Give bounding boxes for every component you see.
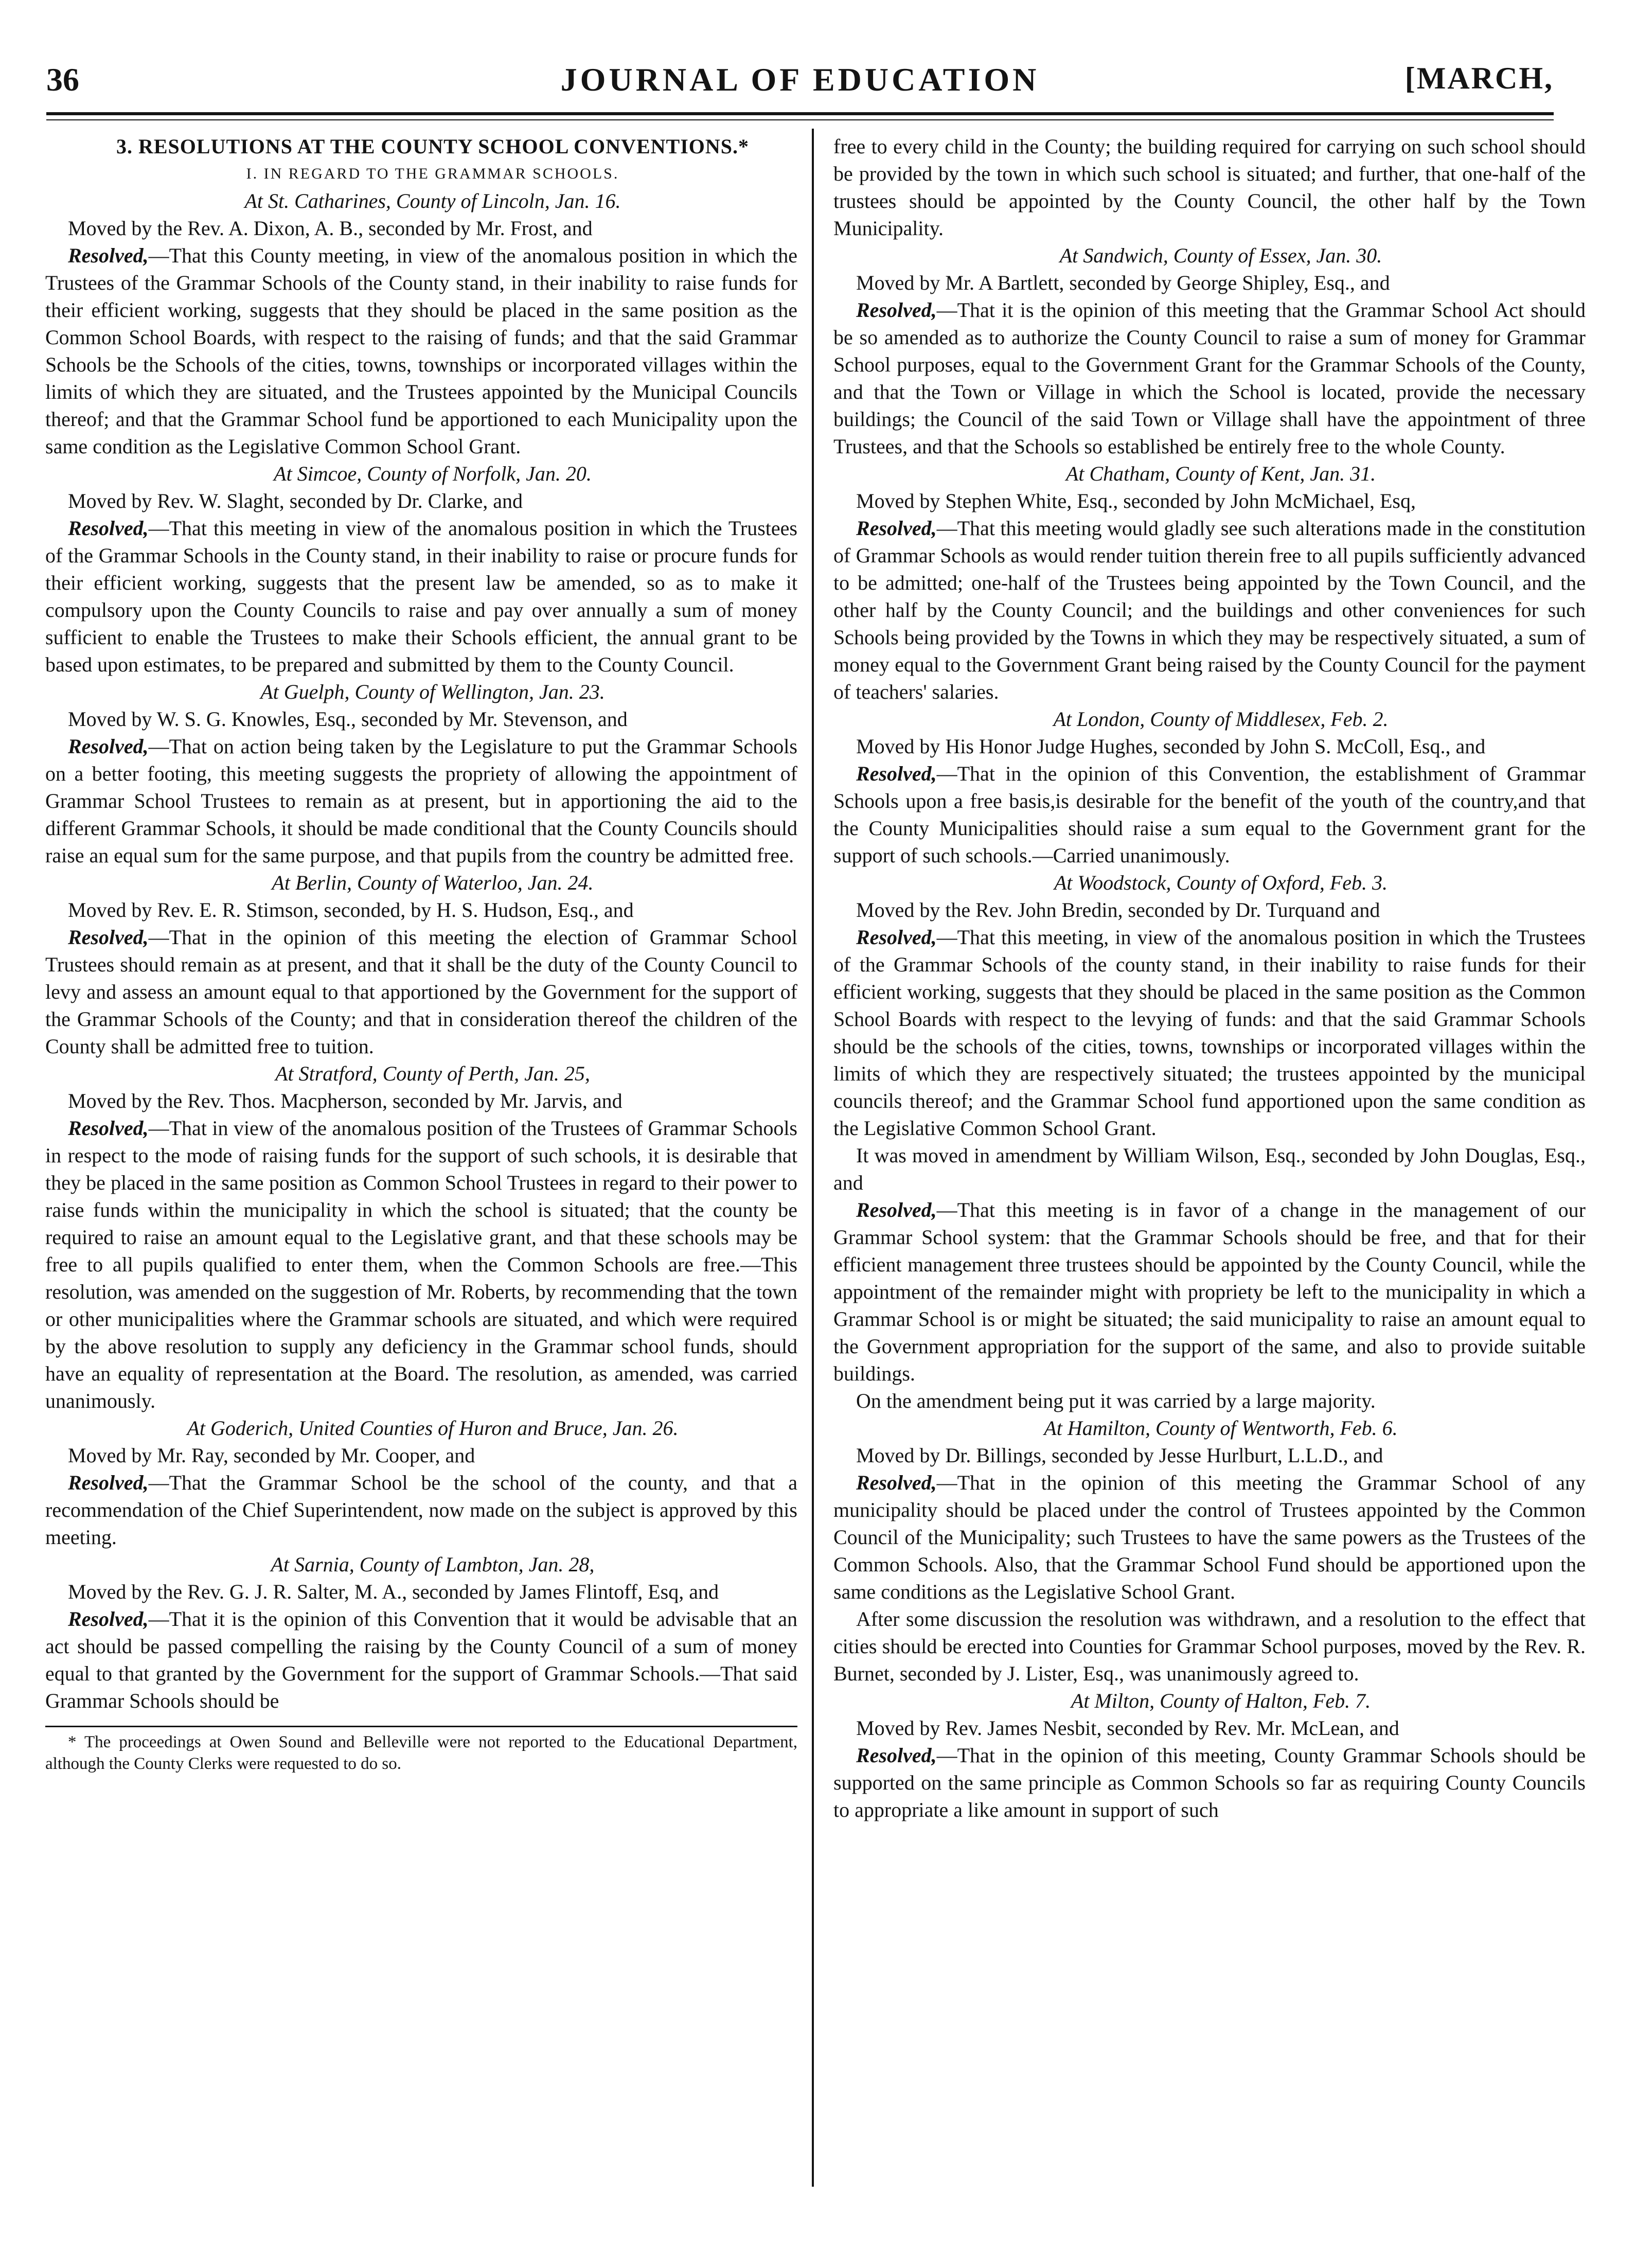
footnote-rule	[45, 1726, 797, 1727]
motion-line: Moved by Rev. E. R. Stimson, seconded, by H. S. Hudson, Esq., and	[68, 898, 634, 922]
resolved-label: Resolved,	[68, 926, 149, 949]
section-subtitle: I. IN REGARD TO THE GRAMMAR SCHOOLS.	[246, 165, 619, 182]
resolution-text: —That it is the opinion of this Convention that it would be advisable that an act should be passed compelling the raising by the County Council of a sum of money equal to that granted by the Government for the support of Grammar Schools.—That said Grammar Schools should be	[45, 1607, 797, 1712]
resolved-label: Resolved,	[856, 1471, 937, 1494]
header-rule-thin	[46, 119, 1554, 120]
motion-line: Moved by the Rev. A. Dixon, A. B., seconded by Mr. Frost, and	[68, 217, 593, 240]
left-column	[45, 133, 797, 1775]
amendment-line: It was moved in amendment by William Wilson, Esq., seconded by John Douglas, Esq., and	[833, 1144, 1586, 1194]
motion-line: Moved by His Honor Judge Hughes, seconded by John S. McColl, Esq., and	[856, 735, 1486, 758]
resolution-text: —That this meeting, in view of the anomalous position in which the Trustees of the Grammar Schools of the county stand, in their inability to raise funds for their efficient working, suggests that they should be placed in the same position as the Common School Boards with respect to the levying of funds: and that the said Grammar Schools should be the schools of the cities, towns, townships or incorporated villages within the limits of which they are respectively situated; the trustees appointed by the municipal councils thereof; and the Grammar School fund apportioned upon the same condition as the Legislative Common School Grant.	[833, 926, 1586, 1140]
resolution-paragraph	[833, 924, 1586, 1142]
resolution-paragraph	[45, 242, 797, 460]
resolution-text: —That this meeting in view of the anomalous position in which the Trustees of the Grammar Schools in the County stand, in their inability to raise or procure funds for their efficient working, suggests that the present law be amended, so as to make it compulsory upon the County Councils to raise and pay over annually a sum of money sufficient to enable the Trustees to make their Schools efficient, the annual grant to be based upon estimates, to be prepared and submitted by them to the County Council.	[45, 517, 797, 676]
resolution-text: —That in the opinion of this Convention, the establishment of Grammar Schools upon a free basis,is desirable for the benefit of the youth of the country,and that the County Municipalities should raise a sum equal to the Government grant for the support of such schools.—Carried unanimously.	[833, 762, 1586, 867]
resolution-text: —That on action being taken by the Legislature to put the Grammar Schools on a better footing, this meeting suggests the propriety of allowing the appointment of Grammar School Trustees to remain as at present, but in apportioning the aid to the different Grammar Schools, it should be made conditional that the County Councils should raise an equal sum for the same purpose, and that pupils from the country be admitted free.	[45, 735, 797, 867]
column-divider	[812, 129, 814, 2187]
resolved-label: Resolved,	[68, 735, 149, 758]
resolved-label: Resolved,	[856, 762, 937, 785]
resolved-label: Resolved,	[856, 298, 937, 322]
right-column	[833, 133, 1586, 1823]
resolved-label: Resolved,	[856, 517, 937, 540]
resolution-paragraph	[833, 515, 1586, 705]
convention-place: At Sandwich, County of Essex, Jan. 30.	[1059, 244, 1382, 267]
resolution-paragraph	[833, 296, 1586, 460]
convention-place: At Stratford, County of Perth, Jan. 25,	[275, 1062, 590, 1085]
motion-line: Moved by Rev. James Nesbit, seconded by Rev. Mr. McLean, and	[856, 1716, 1399, 1740]
motion-line: Moved by the Rev. Thos. Macpherson, seconded by Mr. Jarvis, and	[68, 1089, 623, 1112]
page-number: 36	[46, 61, 79, 98]
resolution-text: —That it is the opinion of this meeting that the Grammar School Act should be so amended as to authorize the County Council to raise a sum of money for Grammar School purposes, equal to the Government Grant for the Grammar Schools of the County, and that the Town or Village in which the School is located, provide the necessary buildings; the Council of the said Town or Village shall have the appointment of three Trustees, and that the Schools so established be entirely free to the whole County.	[833, 298, 1586, 458]
resolution-text: —That in the opinion of this meeting, County Grammar Schools should be supported on the same principle as Common Schools so far as requiring County Councils to appropriate a like amount in support of such	[833, 1744, 1586, 1821]
resolution-paragraph	[45, 924, 797, 1060]
resolution-paragraph	[833, 1742, 1586, 1823]
resolution-text: —That the Grammar School be the school of the county, and that a recommendation of the Chief Superintendent, now made on the subject is approved by this meeting.	[45, 1471, 797, 1549]
resolved-label: Resolved,	[856, 1744, 937, 1767]
section-title: 3. RESOLUTIONS AT THE COUNTY SCHOOL CONVENTIONS.*	[116, 135, 750, 158]
motion-line: Moved by W. S. G. Knowles, Esq., seconded by Mr. Stevenson, and	[68, 707, 628, 731]
resolution-text: —That this meeting would gladly see such alterations made in the constitution of Grammar Schools as would render tuition therein free to all pupils sufficiently advanced to be admitted; one-half of the Trustees being appointed by the Town Council, and the other half by the County Council; and the buildings and other conveniences for such Schools being provided by the Towns in which they may be respectively situated, a sum of money equal to the Government Grant being raised by the County Council for the payment of teachers' salaries.	[833, 517, 1586, 703]
motion-line: Moved by the Rev. G. J. R. Salter, M. A., seconded by James Flintoff, Esq, and	[68, 1580, 719, 1603]
journal-title: JOURNAL OF EDUCATION	[560, 61, 1040, 98]
resolution-paragraph	[45, 733, 797, 869]
header-rule	[46, 112, 1554, 115]
resolution-text: —That this meeting is in favor of a change in the management of our Grammar School system: that the Grammar Schools should be free, and that for their efficient management three trustees should be appointed by the County Council, while the appointment of the remainder might with propriety be left to the municipality in which a Grammar School is or might be situated; the said municipality to raise an amount equal to the Government appropriation for the support of the same, and also to provide suitable buildings.	[833, 1198, 1586, 1385]
convention-place: At St. Catharines, County of Lincoln, Jan. 16.	[244, 189, 621, 212]
resolution-text: —That in view of the anomalous position of the Trustees of Grammar Schools in respect to the mode of raising funds for the support of such schools, it is desirable that they be placed in the same position as Common School Trustees in regard to their power to raise funds within the municipality in which the school is situated; that the county be required to raise an amount equal to the Legislative grant, and that these schools may be free to all pupils qualified to enter them, when the Common Schools are free.—This resolution, was amended on the suggestion of Mr. Roberts, by recommending that the town or other municipalities where the Grammar schools are situated, and which were required by the above resolution to supply any deficiency in the Grammar school funds, should have an equality of representation at the Board. The resolution, as amended, was carried unanimously.	[45, 1117, 797, 1412]
resolved-label: Resolved,	[68, 244, 149, 267]
resolution-paragraph	[833, 1196, 1586, 1387]
convention-place: At Berlin, County of Waterloo, Jan. 24.	[272, 871, 594, 894]
convention-place: At Hamilton, County of Wentworth, Feb. 6.	[1044, 1416, 1398, 1440]
resolution-paragraph	[45, 1469, 797, 1551]
convention-place: At Sarnia, County of Lambton, Jan. 28,	[271, 1553, 595, 1576]
resolution-paragraph	[45, 1114, 797, 1414]
resolved-label: Resolved,	[856, 1198, 937, 1221]
issue-month: [MARCH,	[1404, 61, 1554, 95]
convention-place: At Guelph, County of Wellington, Jan. 23.	[260, 680, 605, 703]
motion-line: Moved by Mr. A Bartlett, seconded by George Shipley, Esq., and	[856, 271, 1390, 294]
resolution-paragraph	[45, 515, 797, 678]
footnote	[45, 1731, 797, 1775]
resolution-paragraph	[45, 1605, 797, 1714]
resolved-label: Resolved,	[68, 1471, 149, 1494]
convention-place: At Goderich, United Counties of Huron and Bruce, Jan. 26.	[187, 1416, 679, 1440]
footnote-text: * The proceedings at Owen Sound and Belleville were not reported to the Educational Department, although the County Clerks were requested to do so.	[45, 1733, 797, 1773]
vote-result: On the amendment being put it was carried by a large majority.	[856, 1389, 1376, 1412]
convention-place: At Woodstock, County of Oxford, Feb. 3.	[1054, 871, 1388, 894]
convention-place: At London, County of Middlesex, Feb. 2.	[1053, 707, 1389, 731]
resolution-text: —That this County meeting, in view of the anomalous position in which the Trustees of the Grammar Schools of the County stand, in their inability to raise funds for their efficient working, suggests that they should be placed in the same position as the Common School Boards, with respect to the raising of funds; and that the said Grammar Schools be the Schools of the cities, towns, townships or incorporated villages within the limits of which they are situated, and the Trustees appointed by the Municipal Councils thereof; and that the Grammar School fund be apportioned to each Municipality upon the same condition as the Legislative Common School Grant.	[45, 244, 797, 458]
convention-place: At Milton, County of Halton, Feb. 7.	[1071, 1689, 1371, 1712]
discussion-note: After some discussion the resolution was withdrawn, and a resolution to the effect that cities should be erected into Counties for Grammar School purposes, moved by the Rev. R. Burnet, seconded by J. Lister, Esq., was unanimously agreed to.	[833, 1607, 1586, 1685]
motion-line: Moved by Rev. W. Slaght, seconded by Dr. Clarke, and	[68, 489, 523, 512]
convention-place: At Simcoe, County of Norfolk, Jan. 20.	[274, 462, 592, 485]
resolved-label: Resolved,	[68, 517, 149, 540]
motion-line: Moved by the Rev. John Bredin, seconded by Dr. Turquand and	[856, 898, 1380, 922]
resolution-paragraph	[833, 760, 1586, 869]
resolution-text: —That in the opinion of this meeting the Grammar School of any municipality should be placed under the control of Trustees appointed by the Common Council of the Municipality; such Trustees to have the same powers as the Trustees of the Common Schools. Also, that the Grammar School Fund should be apportioned upon the same conditions as the Legislative School Grant.	[833, 1471, 1586, 1603]
convention-place: At Chatham, County of Kent, Jan. 31.	[1065, 462, 1376, 485]
motion-line: Moved by Stephen White, Esq., seconded by John McMichael, Esq,	[856, 489, 1416, 512]
page-header	[46, 61, 1554, 117]
resolved-label: Resolved,	[856, 926, 937, 949]
resolution-paragraph	[833, 1469, 1586, 1605]
resolved-label: Resolved,	[68, 1117, 149, 1140]
motion-line: Moved by Mr. Ray, seconded by Mr. Cooper, and	[68, 1444, 475, 1467]
continued-paragraph: free to every child in the County; the building required for carrying on such school should be provided by the town in which such school is situated; and further, that one-half of the trustees should be appointed by the County Council, the other half by the Town Municipality.	[833, 135, 1586, 240]
motion-line: Moved by Dr. Billings, seconded by Jesse Hurlburt, L.L.D., and	[856, 1444, 1383, 1467]
resolved-label: Resolved,	[68, 1607, 149, 1631]
resolution-text: —That in the opinion of this meeting the election of Grammar School Trustees should remain as at present, and that it shall be the duty of the County Council to levy and assess an amount equal to that apportioned by the Government for the support of the Grammar Schools of the County; and that in consideration thereof the children of the County shall be admitted free to tuition.	[45, 926, 797, 1058]
